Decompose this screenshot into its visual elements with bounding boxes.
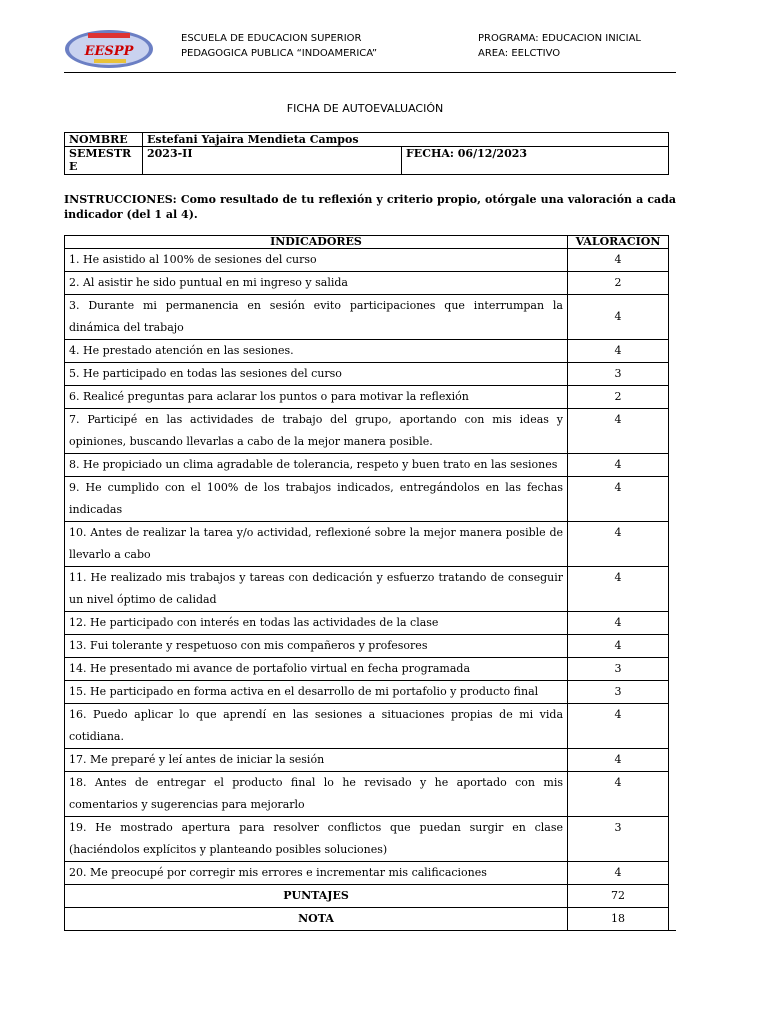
table-header-row bbox=[65, 236, 669, 249]
indicator-text: 3. Durante mi permanencia en sesión evito participaciones que interrumpan la dinámica del trabajo bbox=[65, 295, 568, 340]
nombre-label: NOMBRE bbox=[65, 133, 143, 147]
indicator-value: 4 bbox=[568, 295, 669, 340]
name-row bbox=[65, 133, 669, 147]
table-row bbox=[65, 862, 669, 885]
indicator-text: 5. He participado en todas las sesiones del curso bbox=[65, 363, 568, 386]
indicator-text: 17. Me preparé y leí antes de iniciar la sesión bbox=[65, 749, 568, 772]
table-row bbox=[65, 249, 669, 272]
semestre-label-line2: E bbox=[69, 160, 78, 173]
header-divider bbox=[64, 72, 676, 73]
indicator-value: 4 bbox=[568, 704, 669, 749]
col-indicadores: INDICADORES bbox=[65, 236, 568, 249]
nota-row bbox=[65, 908, 669, 931]
institution-name bbox=[181, 31, 377, 61]
indicator-value: 3 bbox=[568, 658, 669, 681]
indicator-value: 4 bbox=[568, 340, 669, 363]
semester-row bbox=[65, 147, 669, 175]
table-row bbox=[65, 454, 669, 477]
indicator-value: 3 bbox=[568, 363, 669, 386]
table-row bbox=[65, 409, 669, 454]
indicator-text: 13. Fui tolerante y respetuoso con mis compañeros y profesores bbox=[65, 635, 568, 658]
indicator-value: 4 bbox=[568, 409, 669, 454]
logo-text: EESPP bbox=[84, 44, 134, 59]
table-row bbox=[65, 363, 669, 386]
student-info-table bbox=[64, 132, 669, 175]
table-row bbox=[65, 272, 669, 295]
instructions: INSTRUCCIONES: Como resultado de tu reflexión y criterio propio, otórgale una valoración a cada indicador (del 1 al 4). bbox=[64, 193, 676, 221]
indicators-body bbox=[65, 236, 669, 931]
fecha: FECHA: 06/12/2023 bbox=[402, 147, 669, 175]
table-row bbox=[65, 522, 669, 567]
indicator-text: 18. Antes de entregar el producto final lo he revisado y he aportado con mis comentarios y sugerencias para mejorarlo bbox=[65, 772, 568, 817]
program-info bbox=[478, 31, 641, 61]
table-row bbox=[65, 340, 669, 363]
program-line: PROGRAMA: EDUCACION INICIAL bbox=[478, 33, 641, 44]
nota-value: 18 bbox=[568, 908, 669, 931]
puntajes-label: PUNTAJES bbox=[65, 885, 568, 908]
puntajes-value: 72 bbox=[568, 885, 669, 908]
indicator-text: 15. He participado en forma activa en el desarrollo de mi portafolio y producto final bbox=[65, 681, 568, 704]
indicator-text: 8. He propiciado un clima agradable de tolerancia, respeto y buen trato en las sesiones bbox=[65, 454, 568, 477]
indicator-text: 9. He cumplido con el 100% de los trabajos indicados, entregándolos en las fechas indicadas bbox=[65, 477, 568, 522]
table-row bbox=[65, 772, 669, 817]
table-row bbox=[65, 749, 669, 772]
indicator-text: 10. Antes de realizar la tarea y/o actividad, reflexioné sobre la mejor manera posible de llevarlo a cabo bbox=[65, 522, 568, 567]
indicator-text: 20. Me preocupé por corregir mis errores e incrementar mis calificaciones bbox=[65, 862, 568, 885]
indicator-text: 2. Al asistir he sido puntual en mi ingreso y salida bbox=[65, 272, 568, 295]
indicator-text: 16. Puedo aplicar lo que aprendí en las sesiones a situaciones propias de mi vida cotidiana. bbox=[65, 704, 568, 749]
nota-label: NOTA bbox=[65, 908, 568, 931]
indicator-value: 4 bbox=[568, 477, 669, 522]
page-title: FICHA DE AUTOEVALUACIÓN bbox=[286, 102, 444, 115]
indicator-value: 2 bbox=[568, 272, 669, 295]
table-row bbox=[65, 658, 669, 681]
institution-line1: ESCUELA DE EDUCACION SUPERIOR bbox=[181, 33, 362, 44]
indicator-value: 4 bbox=[568, 862, 669, 885]
table-row bbox=[65, 295, 669, 340]
indicators-table bbox=[64, 235, 669, 931]
indicator-text: 1. He asistido al 100% de sesiones del curso bbox=[65, 249, 568, 272]
indicator-text: 12. He participado con interés en todas las actividades de la clase bbox=[65, 612, 568, 635]
semestre-value: 2023-II bbox=[143, 147, 402, 175]
indicator-value: 3 bbox=[568, 817, 669, 862]
indicator-text: 11. He realizado mis trabajos y tareas con dedicación y esfuerzo tratando de conseguir un nivel óptimo de calidad bbox=[65, 567, 568, 612]
indicator-text: 6. Realicé preguntas para aclarar los puntos o para motivar la reflexión bbox=[65, 386, 568, 409]
indicator-text: 4. He prestado atención en las sesiones. bbox=[65, 340, 568, 363]
puntajes-row bbox=[65, 885, 669, 908]
indicator-value: 4 bbox=[568, 612, 669, 635]
indicator-value: 2 bbox=[568, 386, 669, 409]
indicator-value: 4 bbox=[568, 249, 669, 272]
indicator-value: 4 bbox=[568, 749, 669, 772]
table-row bbox=[65, 612, 669, 635]
indicator-text: 14. He presentado mi avance de portafolio virtual en fecha programada bbox=[65, 658, 568, 681]
indicator-value: 4 bbox=[568, 772, 669, 817]
indicator-value: 4 bbox=[568, 567, 669, 612]
institution-line2: PEDAGOGICA PUBLICA “INDOAMERICA” bbox=[181, 48, 378, 59]
indicator-text: 19. He mostrado apertura para resolver conflictos que puedan surgir en clase (haciéndolos explícitos y planteando posibles soluciones) bbox=[65, 817, 568, 862]
table-row bbox=[65, 817, 669, 862]
footer-divider bbox=[64, 930, 676, 931]
indicator-value: 4 bbox=[568, 522, 669, 567]
indicator-value: 4 bbox=[568, 635, 669, 658]
semestre-label-line1: SEMESTR bbox=[69, 147, 132, 160]
table-row bbox=[65, 567, 669, 612]
nombre-value: Estefani Yajaira Mendieta Campos bbox=[143, 133, 669, 147]
table-row bbox=[65, 704, 669, 749]
area-line: AREA: EELCTIVO bbox=[478, 48, 561, 59]
institution-logo bbox=[64, 29, 154, 69]
table-row bbox=[65, 477, 669, 522]
table-row bbox=[65, 635, 669, 658]
table-row bbox=[65, 681, 669, 704]
indicator-text: 7. Participé en las actividades de trabajo del grupo, aportando con mis ideas y opiniones, buscando llevarlas a cabo de la mejor manera posible. bbox=[65, 409, 568, 454]
indicator-value: 4 bbox=[568, 454, 669, 477]
page-header bbox=[64, 24, 676, 72]
table-row bbox=[65, 386, 669, 409]
semestre-label bbox=[65, 147, 143, 175]
indicator-value: 3 bbox=[568, 681, 669, 704]
col-valoracion: VALORACION bbox=[568, 236, 669, 249]
